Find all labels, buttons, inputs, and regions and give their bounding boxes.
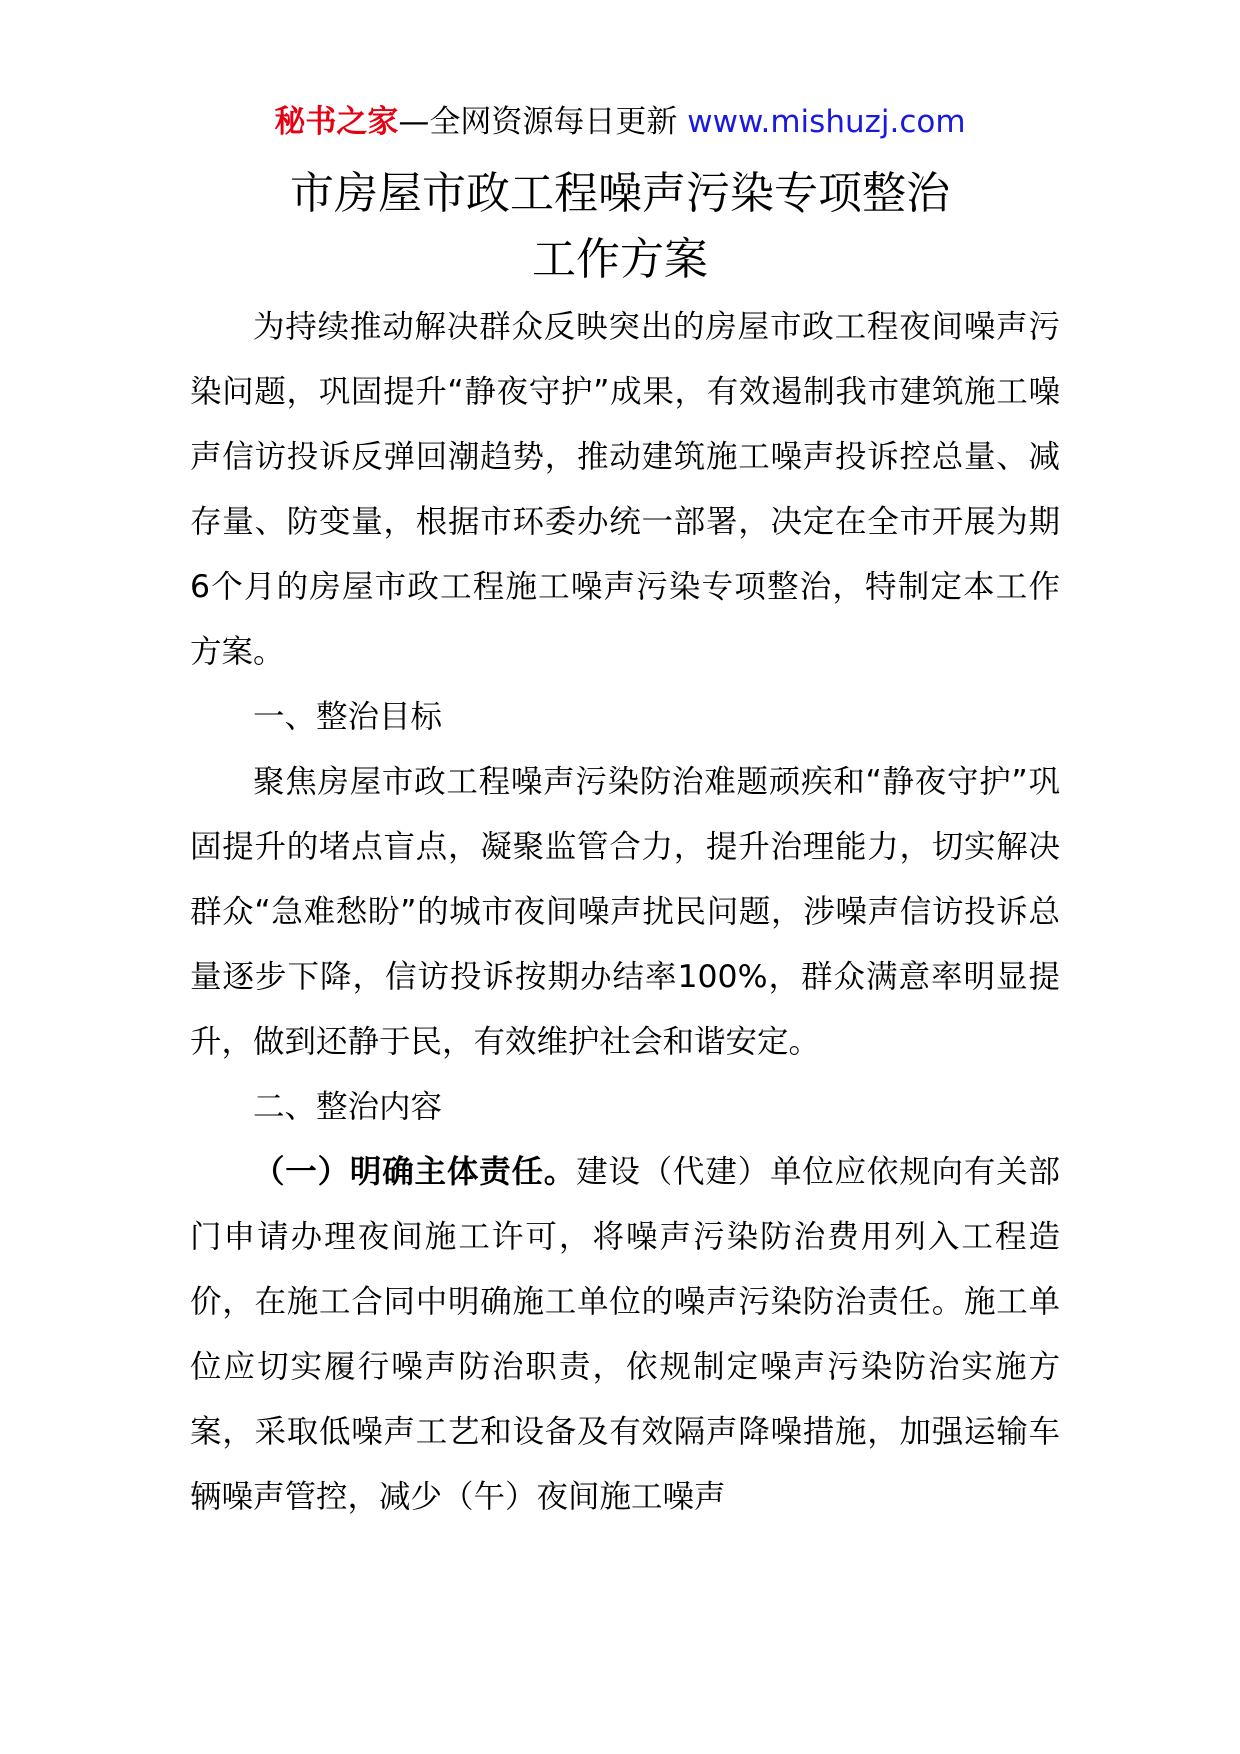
site-url-link[interactable]: www.mishuzj.com — [687, 104, 966, 140]
banner-tagline: —全网资源每日更新 — [398, 104, 688, 140]
intro-paragraph: 为持续推动解决群众反映突出的房屋市政工程夜间噪声污染问题，巩固提升“静夜守护”成果，有效遏制我市建筑施工噪声信访投诉反弹回潮趋势，推动建筑施工噪声投诉控总量、减存量、防变量，根据市环委办统一部署，决定在全市开展为期6个月的房屋市政工程施工噪声污染专项整治，特制定本工作方案。 — [190, 309, 1060, 670]
content-item-1-lead: （一）明确主体责任。 — [253, 1154, 577, 1190]
section-heading-goals: 一、整治目标 — [253, 699, 443, 735]
document-body — [190, 295, 1060, 1530]
document-title-line-2: 工作方案 — [532, 234, 708, 285]
document-title-line-1: 市房屋市政工程噪声污染专项整治 — [290, 168, 950, 219]
site-banner — [0, 100, 1240, 144]
content-item-1-paragraph — [190, 1140, 1060, 1530]
goals-paragraph: 聚焦房屋市政工程噪声污染防治难题顽疾和“静夜守护”巩固提升的堵点盲点，凝聚监管合力，提升治理能力，切实解决群众“急难愁盼”的城市夜间噪声扰民问题，涉噪声信访投诉总量逐步下降，信访投诉按期办结率100%，群众满意率明显提升，做到还静于民，有效维护社会和谐安定。 — [190, 764, 1060, 1060]
content-item-1-text: 建设（代建）单位应依规向有关部门申请办理夜间施工许可，将噪声污染防治费用列入工程造价，在施工合同中明确施工单位的噪声污染防治责任。施工单位应切实履行噪声防治职责，依规制定噪声污染防治实施方案，采取低噪声工艺和设备及有效隔声降噪措施，加强运输车辆噪声管控，减少（午）夜间施工噪声 — [190, 1154, 1060, 1515]
section-heading-content: 二、整治内容 — [253, 1089, 443, 1125]
brand-name: 秘书之家 — [274, 104, 399, 140]
